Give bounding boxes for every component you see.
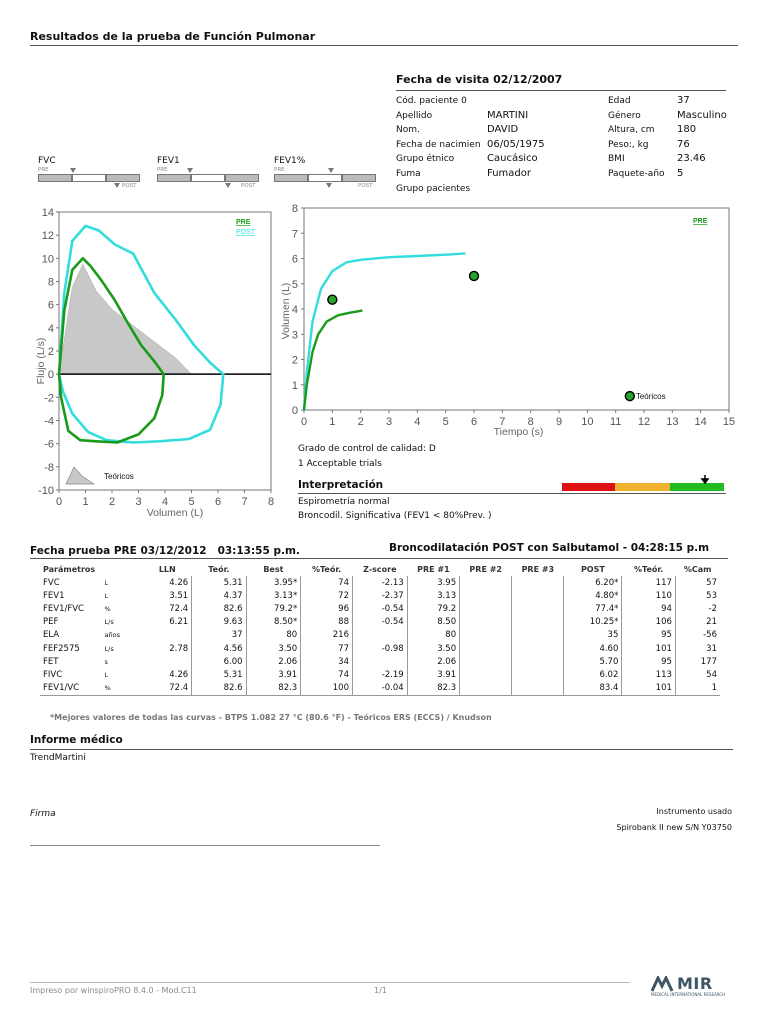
- scale-red: [562, 483, 615, 491]
- report-title: Informe médico: [30, 734, 123, 746]
- patient-field-value: Fumador: [487, 168, 531, 179]
- parameters-header-row: [40, 562, 720, 576]
- parameter-name: FEF2575: [43, 643, 80, 654]
- table-cell: 34: [301, 655, 353, 668]
- y-tick-label: -4: [44, 415, 54, 428]
- table-cell: 79.2: [407, 602, 459, 615]
- table-cell: -2.13: [352, 576, 407, 589]
- table-cell: 6.20*: [564, 576, 622, 589]
- patient-field-label: Fuma: [396, 169, 421, 179]
- x-axis-label: Tiempo (s): [493, 426, 544, 438]
- table-cell: [460, 589, 512, 602]
- table-cell: [143, 655, 192, 668]
- patient-field-value: 06/05/1975: [487, 138, 545, 150]
- table-cell: 4.80*: [564, 589, 622, 602]
- table-row: [40, 589, 720, 602]
- table-cell: [143, 629, 192, 642]
- parameter-unit: años: [104, 631, 121, 640]
- parameter-name: FEV1: [43, 590, 65, 601]
- table-cell: 80: [246, 629, 301, 642]
- quality-trials: 1 Acceptable trials: [298, 459, 382, 469]
- x-tick-label: 5: [442, 416, 449, 428]
- patient-field-label: Grupo pacientes: [396, 183, 471, 194]
- theoretical-point: [625, 392, 634, 401]
- table-cell: [512, 576, 564, 589]
- table-cell: 31: [675, 642, 720, 655]
- post-arrow-icon: [225, 183, 231, 188]
- mir-logo-text: MIR: [677, 974, 713, 993]
- mini-bar-label: FVC: [38, 156, 56, 166]
- x-tick-label: 8: [267, 496, 275, 508]
- table-row: [40, 629, 720, 642]
- table-cell: 3.95*: [246, 576, 301, 589]
- table-cell: [460, 655, 512, 668]
- patient-field-value: 23.46: [677, 153, 706, 165]
- table-cell: 106: [622, 616, 676, 629]
- table-cell: 53: [675, 589, 720, 602]
- table-row: [40, 576, 720, 589]
- mini-bar-low: [157, 174, 191, 182]
- y-axis-label: Flujo (L/s): [35, 337, 47, 385]
- table-cell: 80: [407, 629, 459, 642]
- table-cell: 54: [675, 668, 720, 681]
- x-tick-label: 1: [329, 416, 336, 428]
- plot-area: [304, 208, 729, 410]
- table-row: [40, 655, 720, 668]
- table-cell: [512, 616, 564, 629]
- column-header: Z-score: [363, 564, 397, 574]
- x-tick-label: 0: [300, 416, 308, 428]
- table-cell: [460, 682, 512, 696]
- footer-printed: Impreso por winspiroPRO 8.4.0 - Mod.C11: [30, 986, 197, 995]
- patient-field-value: DAVID: [487, 124, 519, 136]
- table-cell: 110: [622, 589, 676, 602]
- parameter-name: FEV1/FVC: [43, 603, 84, 614]
- y-tick-label: 0: [291, 405, 298, 417]
- x-tick-label: 4: [414, 416, 421, 428]
- table-cell: 6.21: [169, 617, 189, 628]
- table-cell: [512, 629, 564, 642]
- table-cell: [512, 602, 564, 615]
- x-tick-label: 6: [470, 416, 478, 428]
- table-cell: 77.4*: [564, 602, 622, 615]
- y-tick-label: 3: [291, 329, 298, 342]
- parameter-name: FET: [43, 656, 59, 667]
- x-tick-label: 10: [581, 416, 594, 428]
- mini-bar-high: [106, 174, 140, 182]
- visit-date-title: Fecha de visita 02/12/2007: [396, 73, 563, 86]
- patient-field-label: Paquete-año: [608, 169, 665, 179]
- column-header: Best: [263, 564, 284, 574]
- y-tick-label: -10: [38, 485, 54, 497]
- interpretation-arrow-icon: [700, 475, 712, 485]
- report-text: TrendMartini: [30, 753, 86, 763]
- x-tick-label: 14: [694, 416, 707, 428]
- mir-logo-icon: [651, 976, 677, 992]
- patient-field-label: Grupo étnico: [396, 154, 455, 165]
- instrument-label: Instrumento usado: [656, 807, 732, 816]
- table-cell: [460, 576, 512, 589]
- table-cell: 74: [301, 576, 353, 589]
- y-tick-label: -8: [44, 461, 54, 474]
- column-header: %Cam: [683, 564, 712, 574]
- y-tick-label: 8: [47, 276, 54, 289]
- interpretation-line-2: Broncodil. Significativa (FEV1 < 80%Prev. ): [298, 511, 492, 521]
- patient-field-value: 5: [677, 168, 684, 179]
- volume-time-chart: [280, 204, 740, 442]
- table-cell: 5.31: [192, 668, 246, 681]
- parameter-unit: L: [104, 578, 109, 587]
- table-cell: [512, 682, 564, 696]
- table-cell: -2: [675, 602, 720, 615]
- table-cell: [512, 655, 564, 668]
- instrument-value: Spirobank II new S/N Y03750: [616, 823, 732, 832]
- x-tick-label: 11: [609, 416, 622, 428]
- x-tick-label: 12: [637, 416, 651, 428]
- x-tick-label: 15: [722, 416, 736, 428]
- table-cell: 82.3: [407, 682, 459, 696]
- column-header: Parámetros: [43, 564, 96, 574]
- mini-bar-track: [157, 174, 259, 182]
- mir-logo-subtitle: MEDICAL INTERNATIONAL RESEARCH: [651, 992, 726, 997]
- y-tick-label: 7: [291, 228, 298, 241]
- parameter-name: ELA: [43, 630, 60, 641]
- scale-yellow: [615, 483, 670, 491]
- patient-field-label: Cód. paciente 0: [396, 96, 467, 106]
- x-tick-label: 3: [385, 416, 393, 428]
- table-cell: 216: [301, 629, 353, 642]
- table-cell: 100: [301, 682, 353, 696]
- y-tick-label: 8: [291, 204, 298, 215]
- table-cell: 3.51: [169, 590, 189, 601]
- table-cell: 95: [622, 655, 676, 668]
- parameter-name: FIVC: [43, 669, 63, 680]
- y-tick-label: 6: [291, 253, 298, 266]
- y-tick-label: -6: [44, 438, 54, 451]
- report-divider: [30, 749, 733, 750]
- table-cell: [460, 642, 512, 655]
- table-cell: 10.25*: [564, 616, 622, 629]
- mini-bar-track: [274, 174, 376, 182]
- footer-page: 1/1: [374, 986, 387, 995]
- x-tick-label: 13: [666, 416, 679, 428]
- table-cell: 82.6: [192, 682, 246, 696]
- table-cell: 21: [675, 616, 720, 629]
- table-cell: 6.00: [192, 655, 246, 668]
- table-cell: 5.31: [192, 576, 246, 589]
- column-header: POST: [580, 564, 605, 574]
- parameter-name: PEF: [43, 617, 59, 628]
- mini-bar-label: FEV1%: [274, 156, 306, 166]
- patient-field-label: BMI: [608, 154, 625, 165]
- column-header: [102, 562, 143, 576]
- mini-bar-high: [225, 174, 259, 182]
- column-header: Teór.: [208, 564, 230, 574]
- patient-field-value: Caucásico: [487, 153, 538, 165]
- mini-bar-post-label: POST: [122, 183, 137, 189]
- patient-field-value: MARTINI: [487, 109, 529, 121]
- table-cell: 3.91: [407, 668, 459, 681]
- mini-bar-mid: [191, 174, 225, 182]
- parameter-unit: L/s: [104, 618, 114, 627]
- table-cell: 9.63: [192, 616, 246, 629]
- table-cell: 2.78: [169, 643, 189, 654]
- table-cell: 77: [301, 642, 353, 655]
- pre-arrow-icon: [187, 168, 193, 173]
- table-cell: 4.60: [564, 642, 622, 655]
- table-cell: 5.70: [564, 655, 622, 668]
- table-cell: 95: [622, 629, 676, 642]
- mini-bar-pre-label: PRE: [38, 167, 49, 173]
- patient-field-value: 180: [677, 124, 697, 136]
- table-cell: 3.95: [407, 576, 459, 589]
- table-row: [40, 616, 720, 629]
- post-arrow-icon: [326, 183, 332, 188]
- patient-field-label: Fecha de nacimien: [396, 139, 481, 150]
- table-cell: 117: [622, 576, 676, 589]
- table-cell: 35: [564, 629, 622, 642]
- parameter-unit: L: [104, 670, 109, 679]
- patient-field-label: Nom.: [396, 125, 420, 136]
- column-header: %Teór.: [312, 564, 342, 574]
- mini-bar-low: [274, 174, 308, 182]
- theoretical-legend-label: Teóricos: [104, 472, 134, 481]
- table-cell: [352, 655, 407, 668]
- column-header: LLN: [158, 564, 176, 574]
- patient-field-value: 76: [677, 138, 690, 150]
- theoretical-legend-label: Teóricos: [635, 392, 666, 402]
- table-cell: 82.3: [246, 682, 301, 696]
- x-tick-label: 2: [357, 416, 364, 428]
- patient-field-label: Edad: [608, 96, 631, 106]
- legend-pre: PRE: [693, 218, 708, 225]
- table-cell: [460, 629, 512, 642]
- theoretical-point: [328, 295, 337, 304]
- table-cell: [512, 642, 564, 655]
- parameter-unit: s: [104, 657, 108, 666]
- x-tick-label: 1: [82, 496, 89, 508]
- y-tick-label: 5: [291, 278, 298, 291]
- x-axis-label: Volumen (L): [146, 507, 204, 519]
- table-cell: 74: [301, 668, 353, 681]
- test-divider: [30, 558, 728, 559]
- table-cell: 3.13: [407, 589, 459, 602]
- table-cell: 88: [301, 616, 353, 629]
- parameter-unit: L: [104, 591, 109, 600]
- post-arrow-icon: [114, 183, 120, 188]
- y-axis-label: Volumen (L): [280, 282, 292, 340]
- y-tick-label: 6: [47, 299, 54, 312]
- table-cell: 72.4: [143, 682, 192, 696]
- table-cell: 82.6: [192, 602, 246, 615]
- x-tick-label: 3: [135, 496, 142, 508]
- table-cell: [512, 668, 564, 681]
- y-tick-label: 4: [291, 304, 298, 316]
- mini-bar-high: [342, 174, 376, 182]
- y-tick-label: 2: [47, 346, 54, 358]
- table-cell: 83.4: [564, 682, 622, 696]
- table-cell: -0.54: [352, 602, 407, 615]
- table-cell: 3.50: [246, 642, 301, 655]
- y-tick-label: 2: [291, 354, 298, 367]
- mini-bar-track: [38, 174, 140, 182]
- patient-field-label: Altura, cm: [608, 125, 655, 136]
- mini-bar-mid: [308, 174, 342, 182]
- table-row: [40, 602, 720, 615]
- footer-divider: [30, 982, 630, 983]
- patient-field-value: 37: [677, 95, 690, 106]
- legend-post: POST: [236, 229, 256, 236]
- y-tick-label: 14: [41, 207, 54, 219]
- theoretical-point: [470, 271, 479, 280]
- table-cell: -56: [675, 629, 720, 642]
- table-cell: 3.50: [407, 642, 459, 655]
- table-cell: 1: [675, 682, 720, 696]
- parameters-table: [40, 562, 720, 696]
- table-cell: 72: [301, 589, 353, 602]
- mini-bar-pre-label: PRE: [274, 167, 285, 173]
- quality-grade: Grado de control de calidad: D: [298, 444, 436, 454]
- table-cell: 96: [301, 602, 353, 615]
- signature-label: Firma: [30, 809, 56, 819]
- table-cell: [352, 629, 407, 642]
- x-tick-label: 8: [527, 416, 534, 428]
- pre-arrow-icon: [328, 168, 334, 173]
- interpretation-line-1: Espirometría normal: [298, 497, 390, 507]
- y-tick-label: 1: [291, 379, 298, 392]
- table-cell: -0.54: [352, 616, 407, 629]
- x-tick-label: 7: [241, 496, 248, 508]
- table-cell: 4.56: [192, 642, 246, 655]
- pre-test-title: Fecha prueba PRE 03/12/2012: [30, 545, 207, 557]
- column-header: PRE #3: [521, 564, 555, 574]
- table-row: [40, 682, 720, 696]
- y-tick-label: 4: [47, 322, 54, 335]
- table-cell: 4.26: [169, 669, 189, 680]
- table-cell: 177: [675, 655, 720, 668]
- legend-pre: PRE: [236, 219, 251, 226]
- signature-line: [30, 845, 380, 846]
- mini-bar-low: [38, 174, 72, 182]
- table-cell: 101: [622, 682, 676, 696]
- y-tick-label: 12: [41, 230, 54, 243]
- table-cell: 79.2*: [246, 602, 301, 615]
- table-cell: 3.13*: [246, 589, 301, 602]
- x-tick-label: 5: [188, 496, 195, 508]
- parameter-unit: L/s: [104, 644, 114, 653]
- table-cell: [460, 602, 512, 615]
- table-cell: -0.04: [352, 682, 407, 696]
- header-divider: [30, 45, 738, 46]
- patient-field-label: Apellido: [396, 110, 433, 121]
- mini-bar-mid: [72, 174, 106, 182]
- x-tick-label: 6: [214, 496, 222, 508]
- table-cell: 8.50: [407, 616, 459, 629]
- mini-bar-pre-label: PRE: [157, 167, 168, 173]
- pre-test-time: 03:13:55 p.m.: [217, 545, 300, 557]
- table-cell: [460, 616, 512, 629]
- table-cell: 2.06: [407, 655, 459, 668]
- table-cell: -2.37: [352, 589, 407, 602]
- table-cell: 8.50*: [246, 616, 301, 629]
- table-cell: 113: [622, 668, 676, 681]
- y-tick-label: 10: [41, 253, 54, 266]
- table-cell: 6.02: [564, 668, 622, 681]
- post-test-title: Broncodilatación POST con Salbutamol - 04:28:15 p.m: [389, 542, 710, 554]
- table-cell: 4.26: [169, 577, 189, 588]
- pre-test-date: [30, 545, 300, 557]
- table-cell: -0.98: [352, 642, 407, 655]
- x-tick-label: 4: [161, 496, 169, 508]
- table-cell: 94: [622, 602, 676, 615]
- interpretation-title: Interpretación: [298, 479, 384, 491]
- flow-volume-chart: [30, 204, 280, 522]
- table-footnote: *Mejores valores de todas las curvas - BTPS 1.082 27 °C (80.6 °F) - Teóricos ERS (ECCS) / Knudson: [50, 713, 492, 722]
- mini-bar-post-label: POST: [241, 183, 256, 189]
- column-header: PRE #2: [469, 564, 502, 574]
- table-cell: 101: [622, 642, 676, 655]
- table-cell: 72.4: [169, 603, 189, 614]
- visit-divider: [396, 90, 726, 91]
- column-header: PRE #1: [417, 564, 450, 574]
- y-tick-label: -2: [44, 392, 54, 405]
- table-cell: -2.19: [352, 668, 407, 681]
- parameter-unit: %: [102, 682, 143, 696]
- table-cell: 4.37: [192, 589, 246, 602]
- page-title: Resultados de la prueba de Función Pulmonar: [30, 30, 316, 43]
- x-tick-label: 9: [555, 416, 563, 428]
- mini-bar-label: FEV1: [157, 156, 180, 166]
- scale-green: [670, 483, 724, 491]
- table-cell: 2.06: [246, 655, 301, 668]
- y-tick-label: 0: [47, 369, 54, 382]
- interpretation-divider: [298, 493, 726, 494]
- table-cell: [512, 589, 564, 602]
- table-cell: 3.91: [246, 668, 301, 681]
- patient-field-label: Género: [608, 110, 641, 121]
- parameter-unit: %: [104, 604, 111, 613]
- x-tick-label: 7: [499, 416, 506, 428]
- table-row: [40, 668, 720, 681]
- table-cell: 57: [675, 576, 720, 589]
- patient-field-value: Masculino: [677, 109, 727, 121]
- mini-bar-post-label: POST: [358, 183, 373, 189]
- column-header: %Teór.: [634, 564, 664, 574]
- parameter-name: FEV1/VC: [40, 682, 102, 696]
- parameter-name: FVC: [43, 577, 60, 588]
- table-cell: 37: [192, 629, 246, 642]
- patient-field-label: Peso:, kg: [608, 139, 649, 150]
- x-tick-label: 0: [55, 496, 63, 508]
- table-row: [40, 642, 720, 655]
- x-tick-label: 2: [108, 496, 116, 508]
- table-cell: [460, 668, 512, 681]
- pre-arrow-icon: [70, 168, 76, 173]
